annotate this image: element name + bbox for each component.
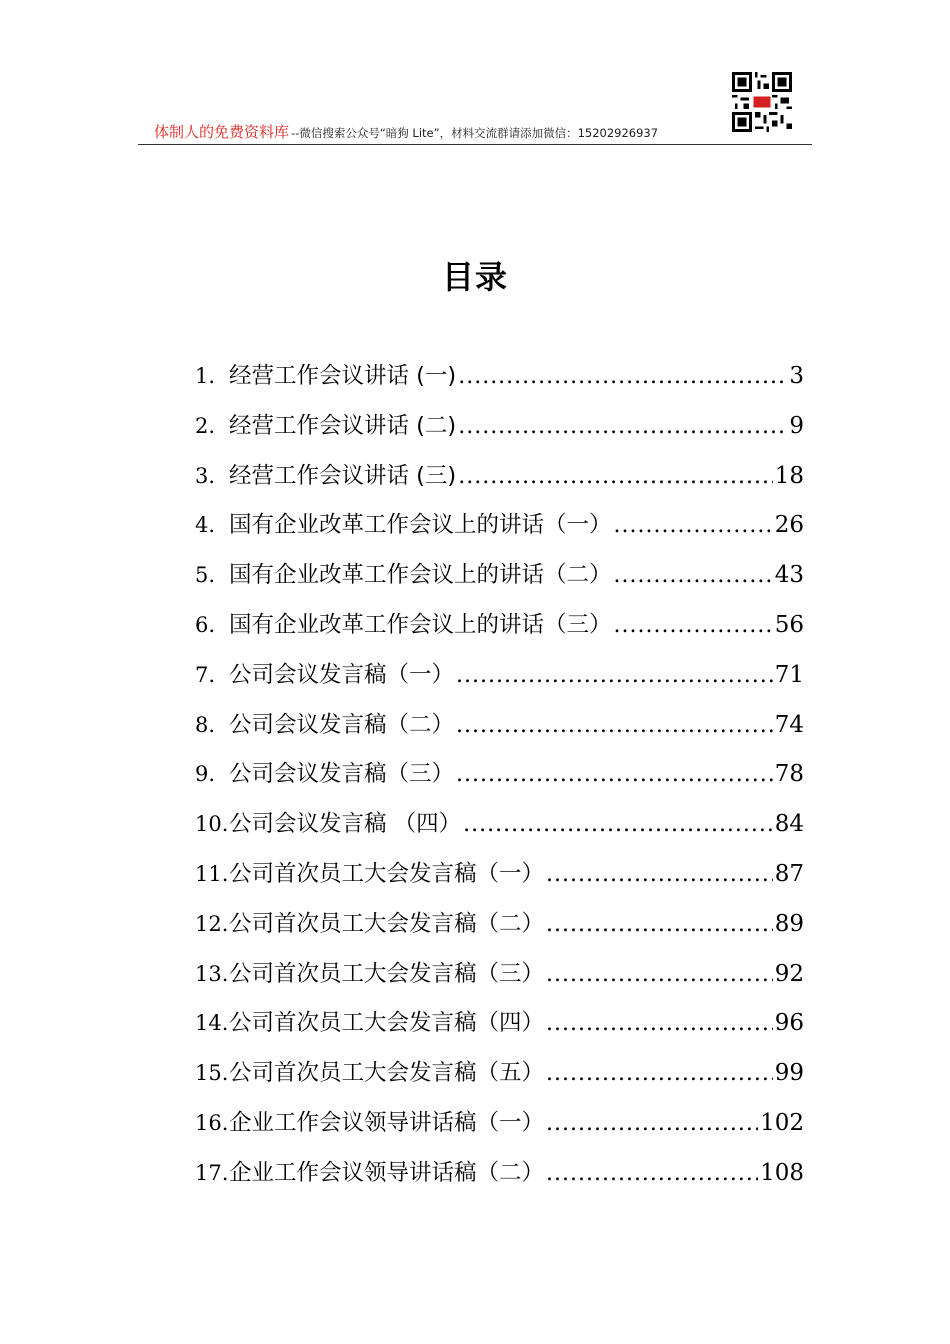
toc-leader-dots bbox=[458, 414, 787, 439]
toc-leader-dots bbox=[546, 1011, 773, 1036]
toc-entry-title: 公司首次员工大会发言稿（二） bbox=[229, 910, 545, 937]
toc-entry-title: 经营工作会议讲话 (三) bbox=[229, 462, 457, 489]
toc-entry-title: 公司首次员工大会发言稿（一） bbox=[229, 860, 545, 887]
toc-entry-page: 3 bbox=[789, 363, 804, 389]
toc-leader-dots bbox=[546, 862, 773, 887]
toc-leader-dots bbox=[546, 1161, 758, 1186]
toc-entry-number: 2. bbox=[195, 413, 216, 438]
toc-leader-dots bbox=[456, 713, 773, 738]
toc-entry[interactable] bbox=[195, 557, 804, 607]
toc-entry-title: 经营工作会议讲话 (一) bbox=[229, 363, 457, 389]
toc-entry[interactable] bbox=[195, 1055, 804, 1105]
toc-entry[interactable] bbox=[195, 806, 804, 856]
toc-entry-number: 7. bbox=[195, 662, 216, 687]
qr-code-icon bbox=[732, 72, 792, 132]
toc-entry-page: 92 bbox=[774, 960, 804, 987]
toc-entry[interactable] bbox=[195, 707, 804, 757]
toc-leader-dots bbox=[463, 812, 773, 837]
toc-entry-number: 15. bbox=[195, 1061, 229, 1086]
toc-entry-page: 74 bbox=[774, 711, 804, 738]
toc-entry-title: 公司首次员工大会发言稿（五） bbox=[229, 1060, 545, 1087]
toc-entry-number: 17. bbox=[195, 1160, 229, 1185]
toc-entry-number: 10. bbox=[195, 812, 229, 837]
toc-leader-dots bbox=[546, 1061, 773, 1086]
toc-entry-title: 公司会议发言稿（一） bbox=[229, 661, 455, 688]
toc-entry-page: 9 bbox=[789, 412, 804, 439]
toc-entry[interactable] bbox=[195, 657, 804, 707]
toc-entry[interactable] bbox=[195, 358, 804, 408]
toc-entry-page: 26 bbox=[774, 512, 804, 539]
toc-entry[interactable] bbox=[195, 906, 804, 956]
toc-entry-title: 公司首次员工大会发言稿（三） bbox=[229, 960, 545, 987]
toc-entry[interactable] bbox=[195, 607, 804, 657]
brand-name: 体制人的免费资料库 bbox=[154, 123, 290, 141]
toc-entry-number: 3. bbox=[195, 463, 216, 488]
toc-entry-page: 78 bbox=[774, 761, 804, 788]
toc-entry-title: 公司会议发言稿（三） bbox=[229, 761, 455, 788]
toc-entry[interactable] bbox=[195, 956, 804, 1006]
toc-entry-title: 公司会议发言稿 （四） bbox=[229, 811, 462, 838]
toc-entry-number: 12. bbox=[195, 911, 229, 936]
toc-entry-page: 56 bbox=[774, 611, 804, 638]
toc-entry-number: 1. bbox=[195, 364, 216, 388]
toc-entry[interactable] bbox=[195, 1105, 804, 1155]
toc-entry[interactable] bbox=[195, 1155, 804, 1205]
toc-entry-number: 4. bbox=[195, 513, 216, 538]
toc-entry[interactable] bbox=[195, 1005, 804, 1055]
toc-entry-number: 8. bbox=[195, 712, 216, 737]
header-subtitle: --微信搜索公众号“暗狗 Lite”，材料交流群请添加微信：15202926937 bbox=[291, 126, 659, 140]
toc-entry-number: 11. bbox=[195, 861, 229, 886]
toc-entry-title: 企业工作会议领导讲话稿（一） bbox=[229, 1109, 545, 1136]
toc-entry-page: 89 bbox=[774, 910, 804, 937]
toc-entry-title: 经营工作会议讲话 (二) bbox=[229, 412, 457, 439]
toc-entry-title: 企业工作会议领导讲话稿（二） bbox=[229, 1159, 545, 1186]
toc-entry-page: 108 bbox=[760, 1159, 804, 1186]
toc-entry-number: 13. bbox=[195, 961, 229, 986]
toc-leader-dots bbox=[614, 613, 773, 638]
toc-entry[interactable] bbox=[195, 507, 804, 557]
toc-entry[interactable] bbox=[195, 756, 804, 806]
toc-entry-page: 102 bbox=[760, 1109, 804, 1136]
toc-entry-title: 国有企业改革工作会议上的讲话（三） bbox=[229, 611, 612, 638]
toc-leader-dots bbox=[614, 513, 773, 538]
header-line bbox=[154, 121, 658, 142]
toc-entry-page: 84 bbox=[774, 811, 804, 838]
toc-leader-dots bbox=[546, 962, 773, 987]
toc-entry-page: 96 bbox=[774, 1010, 804, 1037]
toc-entry-title: 国有企业改革工作会议上的讲话（二） bbox=[229, 562, 612, 589]
toc-entry-title: 国有企业改革工作会议上的讲话（一） bbox=[229, 512, 612, 539]
toc-entry-page: 71 bbox=[774, 661, 804, 688]
toc-leader-dots bbox=[458, 364, 787, 389]
toc-leader-dots bbox=[456, 663, 773, 688]
toc-entry-title: 公司会议发言稿（二） bbox=[229, 711, 455, 738]
page-title: 目录 bbox=[441, 258, 508, 296]
toc-entry[interactable] bbox=[195, 856, 804, 906]
page-header bbox=[138, 70, 812, 145]
toc-leader-dots bbox=[458, 464, 773, 489]
toc-entry-page: 43 bbox=[774, 562, 804, 589]
table-of-contents bbox=[195, 358, 804, 1205]
toc-entry-number: 16. bbox=[195, 1110, 229, 1135]
toc-entry-page: 87 bbox=[774, 860, 804, 887]
toc-entry-page: 99 bbox=[774, 1060, 804, 1087]
toc-entry-number: 14. bbox=[195, 1011, 229, 1036]
toc-leader-dots bbox=[546, 1111, 758, 1136]
toc-leader-dots bbox=[614, 563, 773, 588]
toc-entry-number: 5. bbox=[195, 563, 216, 588]
toc-entry-title: 公司首次员工大会发言稿（四） bbox=[229, 1010, 545, 1037]
toc-entry[interactable] bbox=[195, 408, 804, 458]
toc-entry-number: 6. bbox=[195, 612, 216, 637]
toc-entry-number: 9. bbox=[195, 762, 216, 787]
toc-leader-dots bbox=[456, 762, 773, 787]
toc-entry[interactable] bbox=[195, 458, 804, 508]
toc-leader-dots bbox=[546, 912, 773, 937]
toc-entry-page: 18 bbox=[774, 462, 804, 489]
